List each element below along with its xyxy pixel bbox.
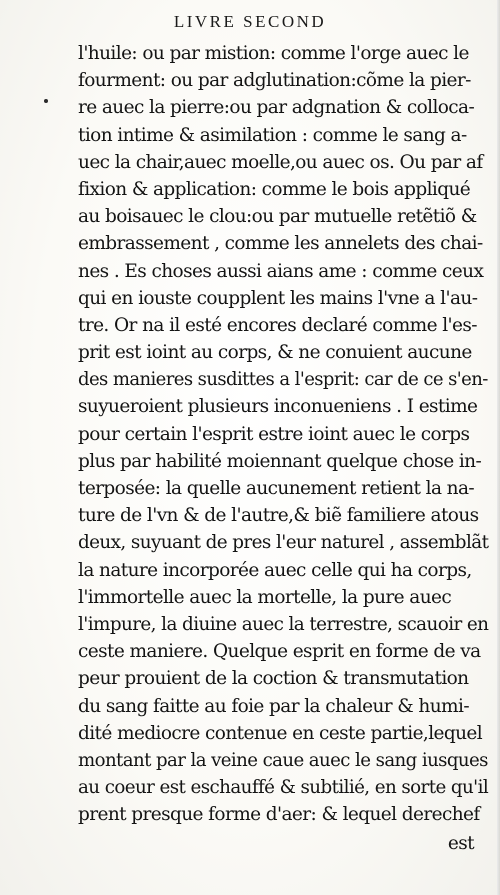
text-line: montant par la veine caue auec le sang iusques bbox=[78, 749, 488, 771]
text-line: nes . Es choses aussi aians ame : comme ceux bbox=[78, 260, 484, 282]
text-line: deux, suyuant de pres l'eur naturel , assemblãt bbox=[78, 532, 489, 554]
text-line: ceste maniere. Quelque esprit en forme de va bbox=[78, 641, 481, 663]
text-line: uec la chair,auec moelle,ou auec os. Ou par af bbox=[78, 151, 483, 173]
text-line: tion intime & asimilation : comme le sang a- bbox=[78, 124, 467, 146]
margin-mark bbox=[44, 99, 48, 103]
text-line: tre. Or na il esté encores declaré comme l'es- bbox=[78, 314, 477, 336]
text-line: fixion & application: comme le bois appliqué bbox=[78, 178, 471, 200]
text-line: peur prouient de la coction & transmutation bbox=[78, 668, 469, 690]
text-line: l'impure, la diuine auec la terrestre, scauoir en bbox=[78, 613, 489, 635]
text-line: re auec la pierre:ou par adgnation & colloca- bbox=[78, 97, 475, 119]
text-line: l'immortelle auec la mortelle, la pure auec bbox=[78, 586, 452, 608]
text-line: fourment: ou par adglutination:cõme la pier- bbox=[78, 70, 471, 92]
text-line: suyueroient plusieurs inconueniens . I estime bbox=[78, 396, 478, 418]
text-line: pour certain l'esprit estre ioint auec le corps bbox=[78, 423, 470, 445]
text-line: plus par habilité moiennant quelque chose in- bbox=[78, 450, 482, 472]
body-text bbox=[78, 40, 488, 828]
text-line: des manieres susdittes a l'esprit: car de ce s'en- bbox=[78, 369, 488, 391]
text-line: terposée: la quelle aucunement retient la na- bbox=[78, 478, 475, 499]
text-line: prent presque forme d'aer: & lequel derechef bbox=[78, 804, 480, 826]
catchword: est bbox=[447, 833, 474, 854]
text-line: au coeur est eschauffé & subtilié, en sorte qu'il bbox=[78, 777, 489, 799]
text-line: qui en iouste coupplent les mains l'vne a l'au- bbox=[78, 287, 478, 309]
text-line: embrassement , comme les annelets des chai- bbox=[78, 233, 483, 255]
text-line: ture de l'vn & de l'autre,& biẽ familiere atous bbox=[78, 505, 479, 527]
text-line: la nature incorporée auec celle qui ha corps, bbox=[78, 559, 472, 581]
text-line: prit est ioint au corps, & ne conuient aucune bbox=[78, 342, 472, 364]
text-line: dité mediocre contenue en ceste partie,lequel bbox=[78, 722, 483, 744]
text-line: au boisauec le clou:ou par mutuelle retẽtiõ & bbox=[78, 206, 477, 228]
running-head: LIVRE SECOND bbox=[173, 12, 327, 31]
text-line: du sang faitte au foie par la chaleur & humi- bbox=[78, 695, 469, 717]
text-line: l'huile: ou par mistion: comme l'orge auec le bbox=[78, 43, 469, 64]
